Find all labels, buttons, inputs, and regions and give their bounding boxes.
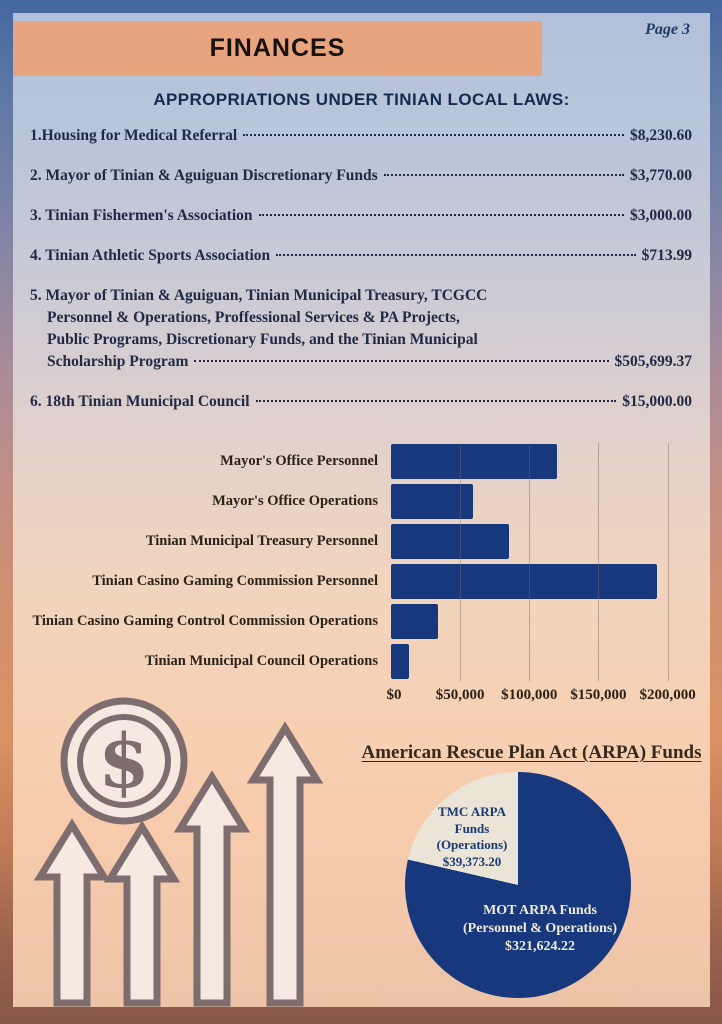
arrow-2 [110, 827, 174, 1003]
bar-category-label-text: Mayor's Office Personnel [220, 452, 378, 469]
bar-category-label [13, 453, 378, 470]
appropriation-row [30, 391, 692, 413]
x-axis-tick-label: $0 [386, 687, 402, 703]
bar-chart-x-axis [386, 687, 698, 709]
bar [391, 564, 657, 599]
arrow-4 [253, 728, 317, 1003]
bar [391, 604, 438, 639]
dotted-leader [384, 174, 624, 176]
bar-track [391, 524, 698, 559]
pie-slice-label-line: (Personnel & Operations) [463, 920, 617, 936]
appropriation-amount: $505,699.37 [614, 353, 692, 370]
arpa-funds-title: American Rescue Plan Act (ARPA) Funds [361, 742, 702, 763]
bar-category-label-text: Mayor's Office Operations [212, 492, 378, 509]
bar-chart-row [13, 521, 698, 561]
page-number: Page 3 [645, 21, 690, 38]
bar-track [391, 604, 698, 639]
pie-slice-label-line: Funds [454, 820, 490, 836]
appropriation-text-line: 5. Mayor of Tinian & Aguiguan, Tinian Municipal Treasury, TCGCC [30, 287, 488, 304]
arrow-3 [180, 777, 244, 1003]
pie-slice-label-line: (Operations) [436, 837, 508, 853]
pie-slice-label-line: MOT ARPA Funds [483, 903, 597, 918]
money-growth-icon [30, 695, 332, 1007]
appropriation-amount: $8,230.60 [630, 127, 692, 144]
appropriations-bar-chart [13, 441, 698, 709]
appropriation-row [30, 205, 692, 227]
bar-track [391, 484, 698, 519]
bar-track [391, 564, 698, 599]
appropriation-item [30, 205, 692, 227]
bar-category-label [13, 573, 378, 590]
appropriation-name: 4. Tinian Athletic Sports Association [30, 247, 271, 264]
bar [391, 484, 473, 519]
bar-chart-row [13, 561, 698, 601]
appropriation-amount: $3,770.00 [630, 167, 692, 184]
appropriation-amount: $15,000.00 [622, 393, 692, 410]
appropriation-item [30, 285, 692, 373]
x-axis-tick-label: $150,000 [570, 687, 627, 703]
bar-category-label [13, 493, 378, 510]
appropriation-item [30, 391, 692, 413]
appropriation-amount: $713.99 [641, 247, 692, 264]
bar-category-label [13, 653, 378, 670]
bar-category-label-text: Tinian Municipal Treasury Personnel [145, 532, 378, 549]
appropriation-amount: $3,000.00 [630, 207, 692, 224]
bar-category-label [13, 613, 378, 630]
appropriation-name: 3. Tinian Fishermen's Association [30, 207, 253, 224]
appropriation-row [30, 351, 692, 373]
bar-category-label-text: Tinian Casino Gaming Commission Personnel [92, 572, 378, 589]
appropriation-name: 2. Mayor of Tinian & Aguiguan Discretionary Funds [30, 167, 378, 184]
pie-slice-label-line: $39,373.20 [442, 853, 502, 869]
appropriations-heading: APPROPRIATIONS UNDER TINIAN LOCAL LAWS: [153, 90, 570, 109]
dotted-leader [256, 400, 617, 402]
bar-chart-row [13, 641, 698, 681]
bar-track [391, 644, 698, 679]
appropriation-text-line: Personnel & Operations, Proffessional Services & PA Projects, [47, 309, 460, 326]
finances-banner [13, 21, 542, 76]
appropriation-row [30, 165, 692, 187]
appropriation-name: Scholarship Program [47, 353, 189, 370]
bar [391, 524, 509, 559]
pie-slice-label-line: TMC ARPA [437, 804, 506, 819]
appropriation-text-line: Public Programs, Discretionary Funds, and the Tinian Municipal [47, 331, 478, 348]
page-title: FINANCES [209, 34, 346, 62]
arrow-1 [40, 825, 104, 1003]
x-axis-tick-label: $200,000 [639, 687, 696, 703]
bar-chart-row [13, 441, 698, 481]
bar-chart-row [13, 601, 698, 641]
bar-chart-row [13, 481, 698, 521]
bar-track [391, 444, 698, 479]
appropriation-item [30, 125, 692, 147]
pie-slice-label-line: $321,624.22 [505, 938, 575, 954]
bar [391, 644, 409, 679]
appropriation-item [30, 245, 692, 267]
content-panel [13, 13, 710, 1007]
pie-slice-label [413, 804, 531, 871]
appropriation-row [30, 245, 692, 267]
appropriation-row [30, 125, 692, 147]
dotted-leader [259, 214, 625, 216]
dotted-leader [194, 360, 608, 362]
arpa-pie-chart [405, 772, 631, 998]
x-axis-tick-label: $50,000 [435, 687, 485, 703]
bar [391, 444, 557, 479]
x-axis-tick-label: $100,000 [501, 687, 558, 703]
pie-slice-label [433, 902, 647, 956]
dotted-leader [276, 254, 635, 256]
bar-category-label-text: Tinian Casino Gaming Control Commission Operations [32, 612, 378, 629]
bar-chart-rows [13, 441, 698, 681]
dollar-sign: $ [98, 719, 150, 805]
appropriations-list [30, 125, 692, 431]
appropriation-item [30, 165, 692, 187]
appropriation-name: 6. 18th Tinian Municipal Council [30, 393, 250, 410]
appropriation-name: 1.Housing for Medical Referral [30, 127, 238, 144]
bar-category-label-text: Tinian Municipal Council Operations [145, 652, 378, 669]
bar-category-label [13, 533, 378, 550]
dotted-leader [243, 134, 624, 136]
